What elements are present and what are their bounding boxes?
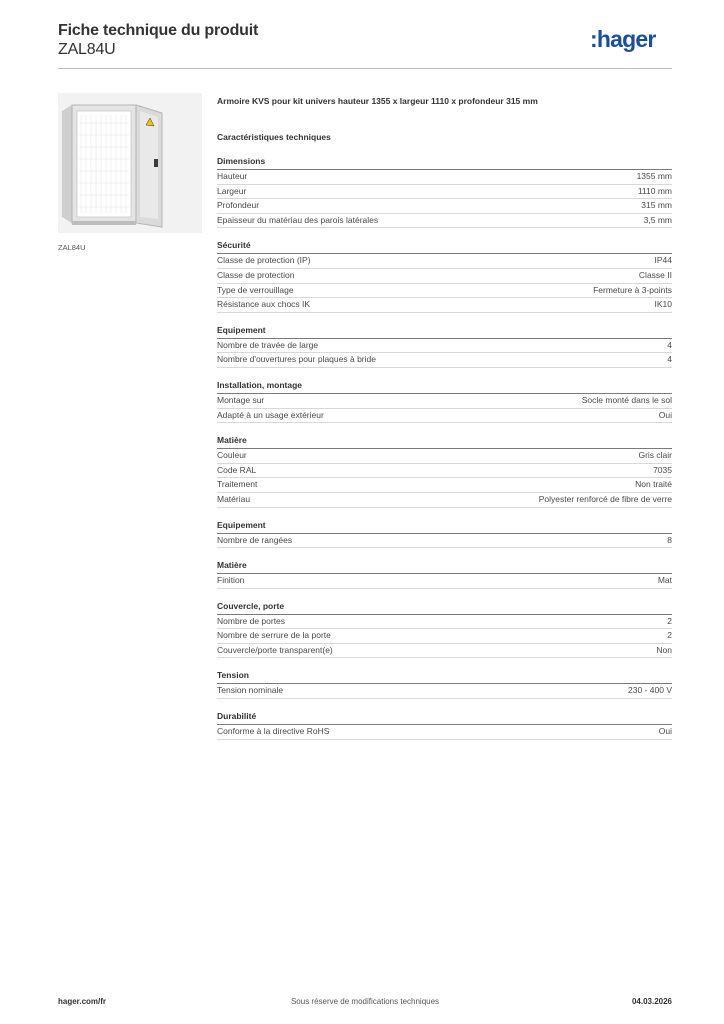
spec-group-title: Equipement (217, 518, 672, 534)
spec-row (217, 574, 672, 589)
spec-label: Conforme à la directive RoHS (217, 726, 330, 737)
footer-disclaimer: Sous réserve de modifications techniques (290, 997, 440, 1006)
spec-label: Nombre de serrure de la porte (217, 630, 331, 641)
spec-row (217, 269, 672, 284)
spec-row (217, 684, 672, 699)
spec-group-title: Sécurité (217, 238, 672, 254)
page-footer (58, 997, 672, 1009)
spec-group-title: Durabilité (217, 709, 672, 725)
section-title: Caractéristiques techniques (217, 132, 331, 142)
spec-value: 8 (667, 534, 672, 545)
spec-group-title: Matière (217, 433, 672, 449)
spec-value: 4 (667, 339, 672, 350)
spec-value: Oui (658, 726, 672, 737)
spec-value: 7035 (653, 464, 672, 475)
spec-label: Type de verrouillage (217, 284, 294, 295)
spec-row (217, 185, 672, 200)
spec-value: 3,5 mm (643, 214, 672, 225)
spec-row (217, 615, 672, 630)
spec-value: IP44 (654, 255, 672, 266)
spec-group-title: Couvercle, porte (217, 599, 672, 615)
spec-group-title: Installation, montage (217, 378, 672, 394)
spec-row (217, 409, 672, 424)
spec-label: Epaisseur du matériau des parois latérales (217, 214, 379, 225)
spec-row (217, 534, 672, 549)
spec-value: Mat (657, 575, 672, 586)
spec-row (217, 478, 672, 493)
spec-label: Adapté à un usage extérieur (217, 409, 324, 420)
spec-row (217, 339, 672, 354)
product-description: Armoire KVS pour kit univers hauteur 1355 x largeur 1110 x profondeur 315 mm (217, 96, 538, 106)
spec-value: 315 mm (641, 200, 672, 211)
spec-label: Largeur (217, 185, 247, 196)
spec-label: Hauteur (217, 171, 248, 181)
spec-label: Profondeur (217, 200, 260, 211)
spec-group-title: Matière (217, 558, 672, 574)
spec-value: 1110 mm (637, 185, 672, 196)
spec-value: 1355 mm (636, 171, 672, 181)
spec-row (217, 394, 672, 409)
spec-value: Classe II (638, 269, 672, 280)
spec-group-title: Dimensions (217, 154, 672, 170)
spec-label: Code RAL (217, 464, 257, 475)
spec-label: Classe de protection (217, 269, 295, 280)
spec-value: 2 (667, 615, 672, 626)
spec-label: Résistance aux chocs IK (217, 299, 311, 310)
spec-row (217, 214, 672, 229)
footer-website: hager.com/fr (58, 997, 107, 1006)
product-image (58, 93, 202, 233)
spec-row (217, 464, 672, 479)
cabinet-illustration (58, 93, 202, 233)
spec-label: Couleur (217, 450, 247, 461)
spec-row (217, 449, 672, 464)
spec-value: 4 (667, 354, 672, 365)
spec-row (217, 493, 672, 508)
header-divider (58, 68, 672, 69)
spec-label: Finition (217, 575, 245, 586)
spec-value: 230 - 400 V (628, 685, 672, 696)
spec-value: Non traité (635, 479, 672, 490)
spec-label: Nombre de portes (217, 615, 286, 626)
spec-row (217, 298, 672, 313)
spec-label: Couvercle/porte transparent(e) (217, 644, 333, 655)
spec-label: Traitement (217, 479, 258, 490)
spec-value: Non (656, 644, 672, 655)
page-header (58, 22, 672, 68)
spec-value: Fermeture à 3-points (593, 284, 672, 295)
image-caption: ZAL84U (58, 243, 86, 252)
spec-value: 2 (667, 630, 672, 641)
spec-row (217, 199, 672, 214)
page-title: Fiche technique du produit (58, 22, 259, 39)
footer-date: 04.03.2026 (631, 997, 672, 1006)
spec-label: Tension nominale (217, 685, 284, 696)
spec-label: Montage sur (217, 394, 265, 405)
spec-groups (217, 154, 672, 740)
spec-label: Nombre de travée de large (217, 339, 319, 350)
spec-row (217, 629, 672, 644)
spec-row (217, 254, 672, 269)
spec-value: IK10 (654, 299, 672, 310)
spec-row (217, 644, 672, 659)
spec-row (217, 725, 672, 740)
spec-row (217, 284, 672, 299)
spec-group-title: Tension (217, 668, 672, 684)
hager-logo (590, 26, 672, 52)
spec-content (217, 94, 672, 740)
spec-value: Socle monté dans le sol (581, 394, 672, 405)
spec-label: Nombre d'ouvertures pour plaques à bride (217, 354, 376, 365)
product-reference: ZAL84U (58, 41, 116, 58)
spec-label: Classe de protection (IP) (217, 255, 311, 266)
spec-row (217, 170, 672, 185)
spec-value: Oui (658, 409, 672, 420)
spec-row (217, 353, 672, 368)
spec-label: Nombre de rangées (217, 534, 293, 545)
spec-label: Matériau (217, 493, 251, 504)
hager-logo-text: :hager (590, 26, 656, 52)
spec-value: Gris clair (638, 450, 672, 461)
spec-value: Polyester renforcé de fibre de verre (538, 493, 672, 504)
spec-group-title: Equipement (217, 323, 672, 339)
